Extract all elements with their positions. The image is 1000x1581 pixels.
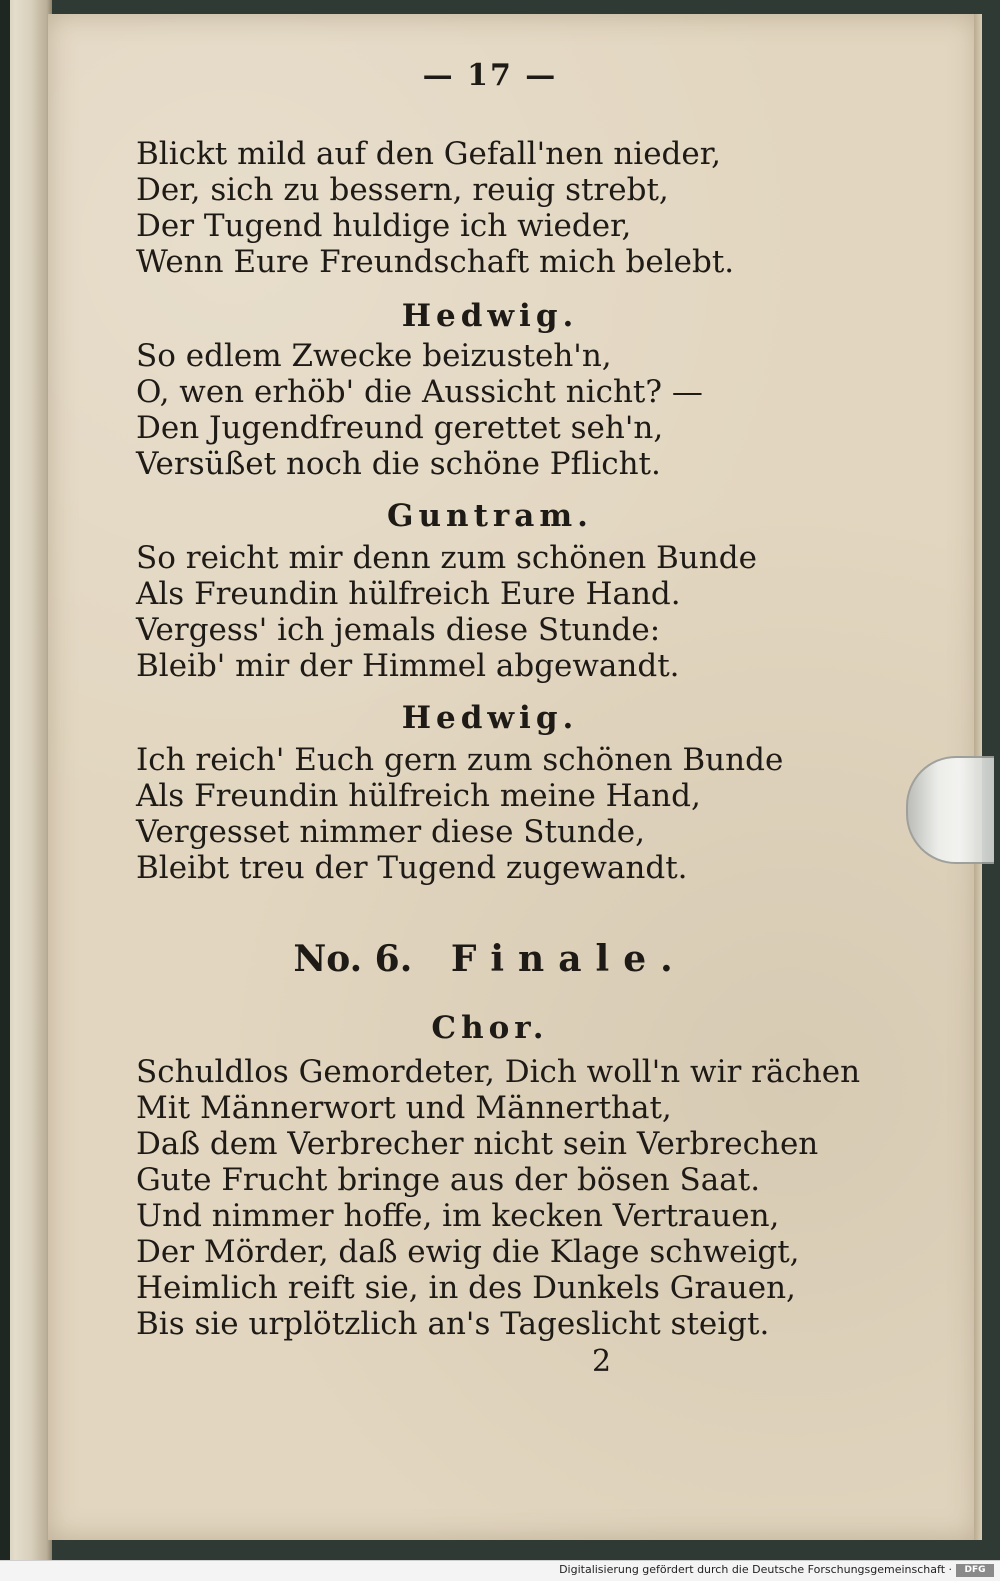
verse-line: Der Tugend huldige ich wieder, (136, 208, 632, 244)
section-title (0, 938, 980, 980)
speaker-heading: Hedwig. (401, 700, 579, 736)
verse-line: Der Mörder, daß ewig die Klage schweigt, (136, 1234, 800, 1270)
verse-line: Und nimmer hoffe, im kecken Vertrauen, (136, 1198, 780, 1234)
speaker-heading: Guntram. (387, 498, 593, 534)
verse-line: Wenn Eure Freundschaft mich belebt. (136, 244, 735, 280)
verse-line: Bis sie urplötzlich an's Tageslicht steigt. (136, 1306, 770, 1342)
verse-line: Als Freundin hülfreich Eure Hand. (136, 576, 681, 612)
verse-line: Der, sich zu bessern, reuig strebt, (136, 172, 669, 208)
verse-line: Heimlich reift sie, in des Dunkels Grauen, (136, 1270, 796, 1306)
binding-shadow (0, 0, 10, 1560)
footer-credit: Digitalisierung gefördert durch die Deutsche Forschungsgemeinschaft · (559, 1563, 952, 1576)
signature-mark: 2 (592, 1344, 612, 1379)
verse-line: Den Jugendfreund gerettet seh'n, (136, 410, 664, 446)
verse-line: Als Freundin hülfreich meine Hand, (136, 778, 701, 814)
dfg-logo-icon: DFG (956, 1564, 994, 1577)
verse-line: Bleib' mir der Himmel abgewandt. (136, 648, 680, 684)
verse-line: Vergesset nimmer diese Stunde, (136, 814, 645, 850)
verse-line: Mit Männerwort und Männerthat, (136, 1090, 672, 1126)
verse-line: Gute Frucht bringe aus der bösen Saat. (136, 1162, 761, 1198)
verse-line: Versüßet noch die schöne Pflicht. (136, 446, 661, 482)
verse-line: Schuldlos Gemordeter, Dich woll'n wir rächen (136, 1054, 861, 1090)
verse-line: Daß dem Verbrecher nicht sein Verbrechen (136, 1126, 819, 1162)
footer-bar (0, 1560, 1000, 1581)
verse-line: O, wen erhöb' die Aussicht nicht? — (136, 374, 703, 410)
page-clip (906, 756, 994, 864)
verse-line: Bleibt treu der Tugend zugewandt. (136, 850, 688, 886)
verse-line: So reicht mir denn zum schönen Bunde (136, 540, 757, 576)
verse-line: Ich reich' Euch gern zum schönen Bunde (136, 742, 784, 778)
speaker-heading: Chor. (431, 1010, 549, 1046)
section-number: No. 6. (293, 938, 413, 980)
verse-line: Vergess' ich jemals diese Stunde: (136, 612, 661, 648)
speaker-heading: Hedwig. (401, 298, 579, 334)
verse-line: Blickt mild auf den Gefall'nen nieder, (136, 136, 722, 172)
section-name: Finale. (450, 938, 687, 980)
verse-line: So edlem Zwecke beizusteh'n, (136, 338, 612, 374)
page-number: — 17 — (422, 58, 558, 93)
